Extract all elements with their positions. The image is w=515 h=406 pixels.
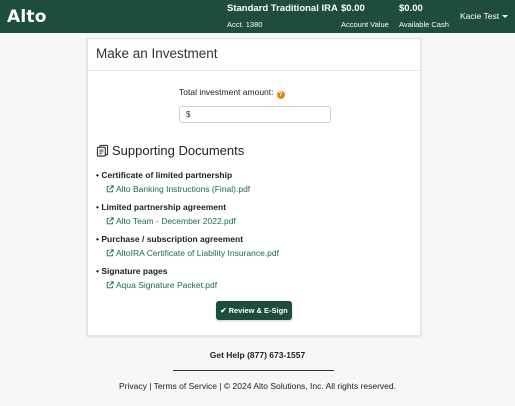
doc-link[interactable] bbox=[106, 184, 250, 194]
external-link-icon bbox=[106, 281, 114, 289]
supporting-documents-heading bbox=[96, 143, 244, 158]
doc-title: • Limited partnership agreement bbox=[96, 202, 227, 212]
alto-logo[interactable]: Alto bbox=[7, 7, 47, 27]
help-phone[interactable]: Get Help (877) 673-1557 bbox=[209, 350, 306, 360]
doc-link[interactable] bbox=[106, 280, 217, 290]
doc-link-text: Alto Team - December 2022.pdf bbox=[116, 216, 236, 226]
doc-link-text: AltoIRA Certificate of Liability Insurance.pdf bbox=[116, 248, 279, 258]
title-divider bbox=[88, 70, 420, 71]
account-name: Standard Traditional IRA bbox=[227, 3, 338, 14]
investment-amount-input[interactable] bbox=[179, 106, 331, 123]
footer-separator: | bbox=[216, 381, 224, 391]
account-value-label: Account Value bbox=[341, 20, 389, 29]
doc-title: • Signature pages bbox=[96, 266, 168, 276]
investment-card bbox=[87, 38, 421, 336]
doc-title: • Purchase / subscription agreement bbox=[96, 234, 244, 244]
doc-group bbox=[96, 170, 250, 194]
doc-link-text: Aqua Signature Packet.pdf bbox=[116, 280, 218, 290]
available-cash-label: Available Cash bbox=[399, 20, 449, 29]
doc-link[interactable] bbox=[106, 216, 236, 226]
question-circle-icon[interactable]: ? bbox=[277, 91, 285, 99]
account-value-amount: $0.00 bbox=[341, 3, 365, 14]
page-title: Make an Investment bbox=[96, 46, 218, 61]
caret-down-icon bbox=[502, 15, 508, 18]
footer-divider bbox=[173, 370, 334, 371]
footer bbox=[0, 381, 515, 391]
review-esign-button[interactable]: ✔ Review & E-Sign bbox=[216, 301, 292, 320]
documents-icon bbox=[96, 144, 109, 157]
top-nav-bar bbox=[0, 0, 515, 33]
doc-group bbox=[96, 234, 279, 258]
external-link-icon bbox=[106, 217, 114, 225]
doc-link[interactable] bbox=[106, 248, 279, 258]
copyright-text: © 2024 Alto Solutions, Inc. All rights reserved. bbox=[223, 381, 396, 391]
supporting-documents-text: Supporting Documents bbox=[112, 143, 245, 158]
available-cash-amount: $0.00 bbox=[399, 3, 423, 14]
user-menu[interactable] bbox=[460, 11, 508, 21]
doc-group bbox=[96, 202, 236, 226]
doc-title: • Certificate of limited partnership bbox=[96, 170, 233, 180]
footer-separator: | bbox=[146, 381, 154, 391]
account-value bbox=[341, 3, 389, 29]
account-info[interactable] bbox=[227, 3, 338, 29]
privacy-link[interactable]: Privacy bbox=[119, 381, 147, 391]
terms-link[interactable]: Terms of Service bbox=[153, 381, 217, 391]
available-cash bbox=[399, 3, 449, 29]
user-name: Kacie Test bbox=[460, 11, 500, 21]
account-number: Acct. 1380 bbox=[227, 20, 263, 29]
doc-group bbox=[96, 266, 217, 290]
external-link-icon bbox=[106, 249, 114, 257]
doc-link-text: Alto Banking Instructions (Final).pdf bbox=[116, 184, 251, 194]
amount-label bbox=[179, 87, 285, 99]
external-link-icon bbox=[106, 185, 114, 193]
amount-label-text: Total investment amount: bbox=[179, 87, 274, 97]
